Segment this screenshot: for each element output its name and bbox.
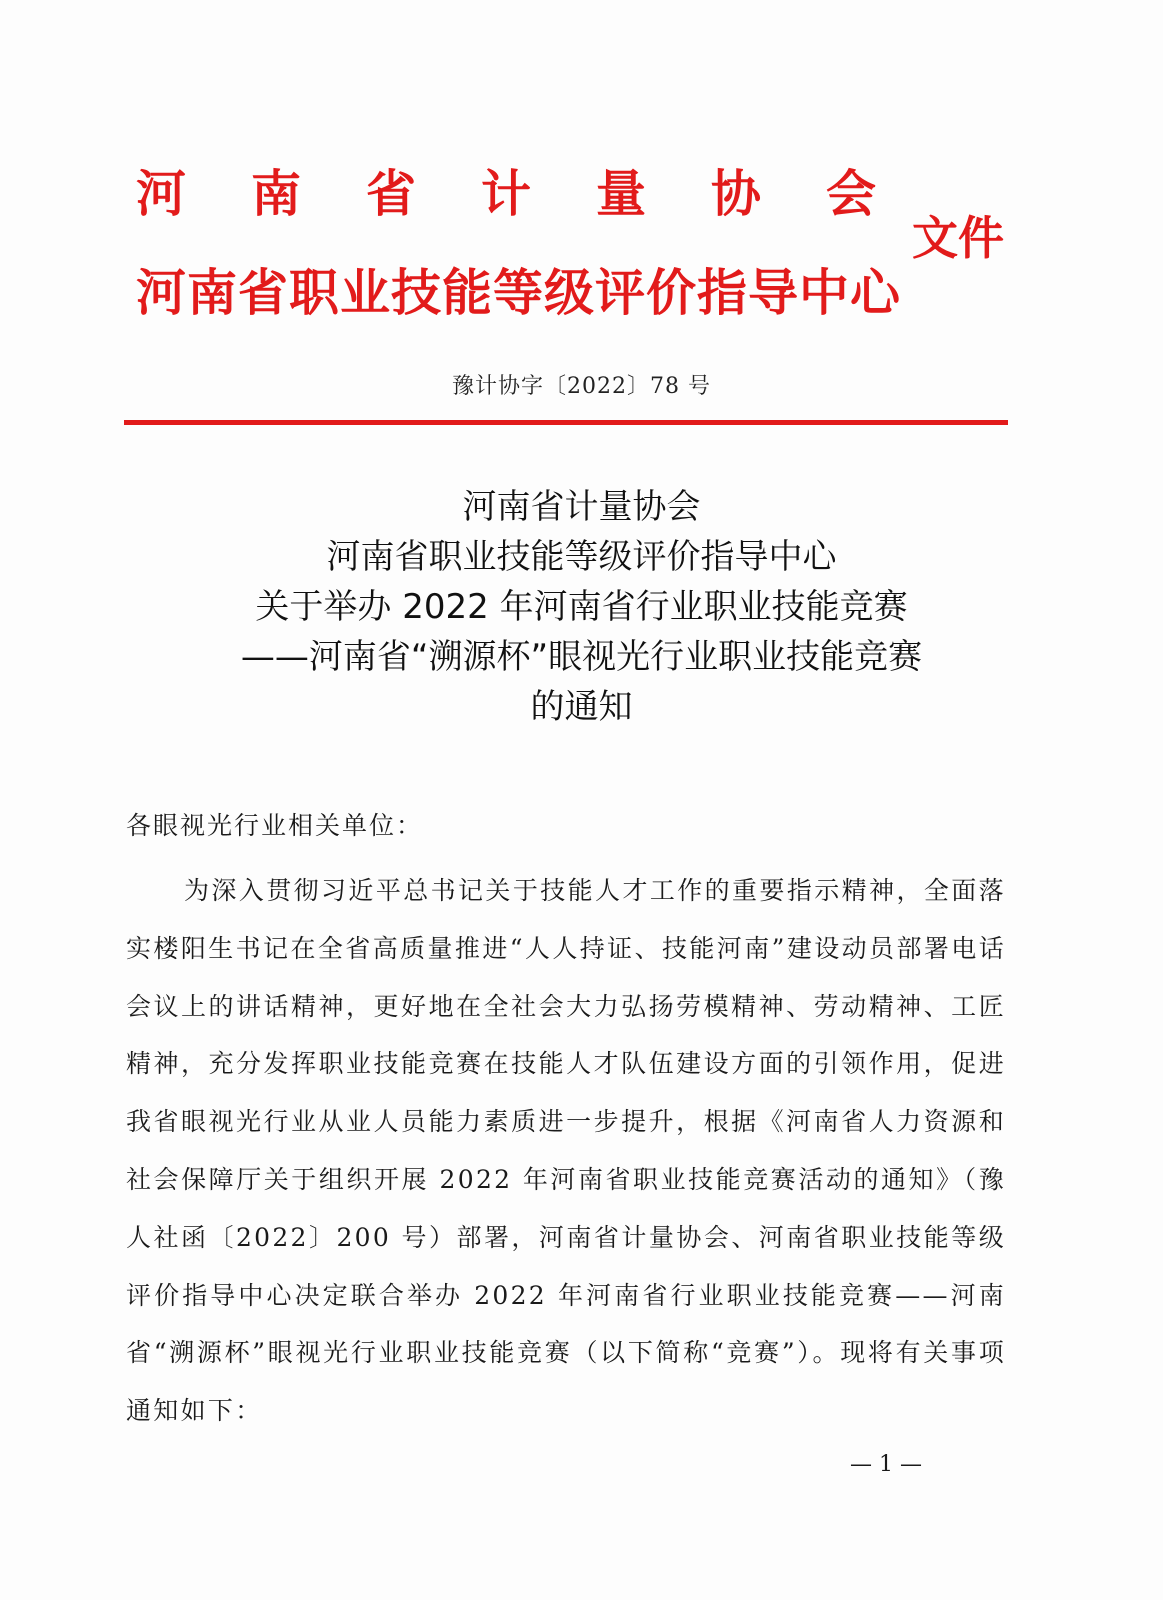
title-line: 河南省计量协会: [462, 487, 701, 527]
document-type-label: 文件: [912, 211, 1004, 265]
issuer-char: 河: [136, 165, 186, 223]
salutation: 各眼视光行业相关单位：: [126, 811, 424, 840]
red-divider-line: [124, 420, 1008, 425]
document-number: 豫计协字〔2022〕78 号: [452, 374, 711, 399]
issuer-char: 量: [596, 165, 646, 223]
issuer-char: 南: [251, 165, 301, 223]
issuer-char: 省: [366, 165, 416, 223]
issuer-char: 计: [481, 165, 531, 223]
page-number: — 1 —: [850, 1452, 922, 1477]
document-title: [0, 482, 1163, 732]
issuer-char: 协: [711, 165, 761, 223]
title-line: 河南省职业技能等级评价指导中心: [326, 537, 837, 577]
title-line: 的通知: [530, 687, 633, 727]
issuer-char: 会: [826, 165, 876, 223]
title-line: ——河南省“溯源杯”眼视光行业职业技能竞赛: [240, 637, 923, 677]
issuer-name-primary: [136, 164, 876, 224]
body-paragraph: 为深入贯彻习近平总书记关于技能人才工作的重要指示精神，全面落实楼阳生书记在全省高质量推进“人人持证、技能河南”建设动员部署电话会议上的讲话精神，更好地在全社会大力弘扬劳模精神、劳动精神、工匠精神，充分发挥职业技能竞赛在技能人才队伍建设方面的引领作用，促进我省眼视光行业从业人员能力素质进一步提升，根据《河南省人力资源和社会保障厅关于组织开展 2022 年河南省职业技能竞赛活动的通知》（豫人社函〔2022〕200 号）部署，河南省计量协会、河南省职业技能等级评价指导中心决定联合举办 2022 年河南省行业职业技能竞赛——河南省“溯源杯”眼视光行业职业技能竞赛（以下简称“竞赛”）。现将有关事项通知如下：: [126, 876, 1006, 1426]
issuer-name-secondary: 河南省职业技能等级评价指导中心: [136, 264, 901, 322]
title-line: 关于举办 2022 年河南省行业职业技能竞赛: [255, 587, 908, 627]
